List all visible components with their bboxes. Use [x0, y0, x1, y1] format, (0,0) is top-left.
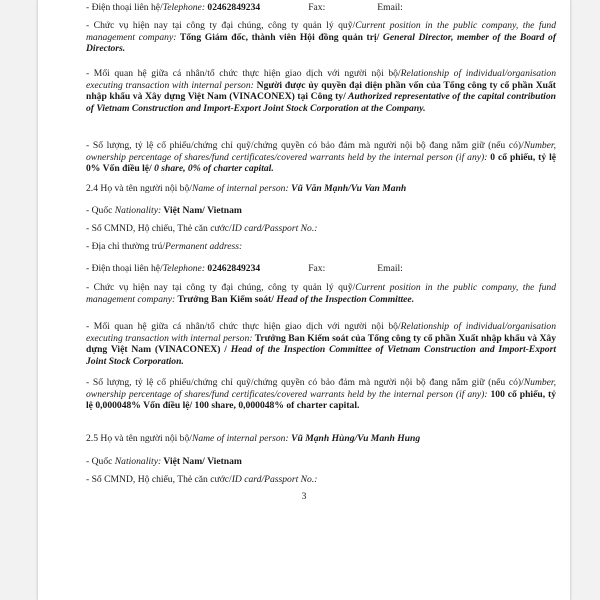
relationship-value-en: Head of the Inspection Committee of Vietnam Construction and Import-Export Joint Stock Corporation. [86, 344, 556, 367]
section-heading: 2.5 Họ và tên người nội bộ/Name of internal person: Vũ Mạnh Hùng/Vu Manh Hung [86, 433, 421, 444]
relationship-paragraph: - Mối quan hệ giữa cá nhân/tổ chức thực hiện giao dịch với người nội bộ/Relationship of individual/organisation executing transaction with internal person: Người được ủy quyền đại diện phần vốn của Tổng công ty cổ phần Xuất nhập khẩu và Xây dựng Việt Nam (VINACONEX) tại Công ty/ Authorized representative of the capital contribution of Vietnam Construction and Import-Export Joint Stock Corporation at the Company. [86, 68, 556, 114]
document-page [38, 0, 570, 600]
address-line: - Địa chỉ thường trú/Permanent address: [86, 241, 243, 252]
email-label: Email: [377, 263, 403, 274]
telephone-value: 02462849234 [205, 2, 261, 13]
nationality-line: - Quốc Nationality: Việt Nam/ Vietnam [86, 205, 242, 216]
relationship-value-en: Authorized representative of the capital contribution of Vietnam Construction and Import-Export Joint Stock Corporation at the Company. [86, 91, 556, 114]
position-value: Trưởng Ban Kiểm soát/ [175, 293, 274, 305]
id-card-line: - Số CMND, Hộ chiếu, Thẻ căn cước/ID card/Passport No.: [86, 474, 318, 485]
page-number: 3 [301, 491, 307, 502]
relationship-value: Trưởng Ban Kiểm soát của Tổng công ty cổ phần Xuất nhập khẩu và Xây dựng Việt Nam (VINACONEX) / [86, 332, 556, 356]
telephone-label: - Điện thoại liên hệ/ [86, 2, 163, 13]
position-value: Tổng Giám đốc, thành viên Hội đồng quản trị/ [176, 31, 380, 43]
internal-person-name: Vũ Văn Mạnh/Vu Van Manh [288, 183, 407, 194]
telephone-label-en: Telephone: [162, 263, 206, 274]
telephone-line [86, 2, 556, 14]
internal-person-name: Vũ Mạnh Hùng/Vu Manh Hung [288, 433, 421, 444]
relationship-value: Người được ủy quyền đại diện phần vốn của Tổng công ty cổ phần Xuất nhập khẩu và Xây dựng Việt Nam (VINACONEX) tại Công ty/ [86, 79, 556, 103]
telephone-label: - Điện thoại liên hệ/ [86, 263, 163, 274]
shareholding-value-en: 0 share, 0% of charter capital. [151, 163, 274, 175]
telephone-value: 02462849234 [205, 263, 261, 274]
nationality-value: Việt Nam/ Vietnam [161, 456, 242, 467]
shareholding-value: 0 cổ phiếu, tỷ lệ 0% Vốn điều lệ/ [86, 151, 556, 175]
fax-label: Fax: [308, 263, 326, 274]
current-position-paragraph: - Chức vụ hiện nay tại công ty đại chúng, công ty quản lý quỹ/Current position in the public company, the fund management company: Trưởng Ban Kiểm soát/ Head of the Inspection Committee. [86, 282, 556, 305]
nationality-line: - Quốc Nationality: Việt Nam/ Vietnam [86, 456, 242, 467]
shareholding-value: 100 cổ phiếu, tỷ lệ 0,000048% Vốn điều lệ/ 100 share, 0,000048% of charter capital. [86, 388, 556, 412]
shareholding-paragraph: - Số lượng, tỷ lệ cổ phiếu/chứng chỉ quỹ/chứng quyền có bảo đảm mà người nội bộ đang nắm giữ (nếu có)/Number, ownership percentage of shares/fund certificates/covered warrants held by the internal person (if any): 0 cổ phiếu, tỷ lệ 0% Vốn điều lệ/ 0 share, 0% of charter capital. [86, 140, 556, 175]
position-value-en: General Director, member of the Board of Directors. [86, 31, 557, 55]
nationality-value: Việt Nam/ Vietnam [161, 205, 242, 216]
email-label: Email: [377, 2, 403, 13]
position-value-en: Head of the Inspection Committee. [273, 293, 415, 305]
current-position-paragraph: - Chức vụ hiện nay tại công ty đại chúng, công ty quản lý quỹ/Current position in the public company, the fund management company: Tổng Giám đốc, thành viên Hội đồng quản trị/ General Director, member of the Board of Directors. [86, 20, 557, 55]
section-heading: 2.4 Họ và tên người nội bộ/Name of internal person: Vũ Văn Mạnh/Vu Van Manh [86, 183, 407, 194]
id-card-line: - Số CMND, Hộ chiếu, Thẻ căn cước/ID card/Passport No.: [86, 223, 318, 234]
telephone-label-en: Telephone: [162, 2, 206, 13]
telephone-line [86, 263, 556, 275]
fax-label: Fax: [308, 2, 326, 13]
shareholding-paragraph: - Số lượng, tỷ lệ cổ phiếu/chứng chỉ quỹ/chứng quyền có bảo đảm mà người nội bộ đang nắm giữ (nếu có)/Number, ownership percentage of shares/fund certificates/covered warrants held by the internal person (if any): 100 cổ phiếu, tỷ lệ 0,000048% Vốn điều lệ/ 100 share, 0,000048% of charter capital. [86, 377, 556, 412]
relationship-paragraph: - Mối quan hệ giữa cá nhân/tổ chức thực hiện giao dịch với người nội bộ/Relationship of individual/organisation executing transaction with internal person: Trưởng Ban Kiểm soát của Tổng công ty cổ phần Xuất nhập khẩu và Xây dựng Việt Nam (VINACONEX) / Head of the Inspection Committee of Vietnam Construction and Import-Export Joint Stock Corporation. [86, 321, 556, 367]
